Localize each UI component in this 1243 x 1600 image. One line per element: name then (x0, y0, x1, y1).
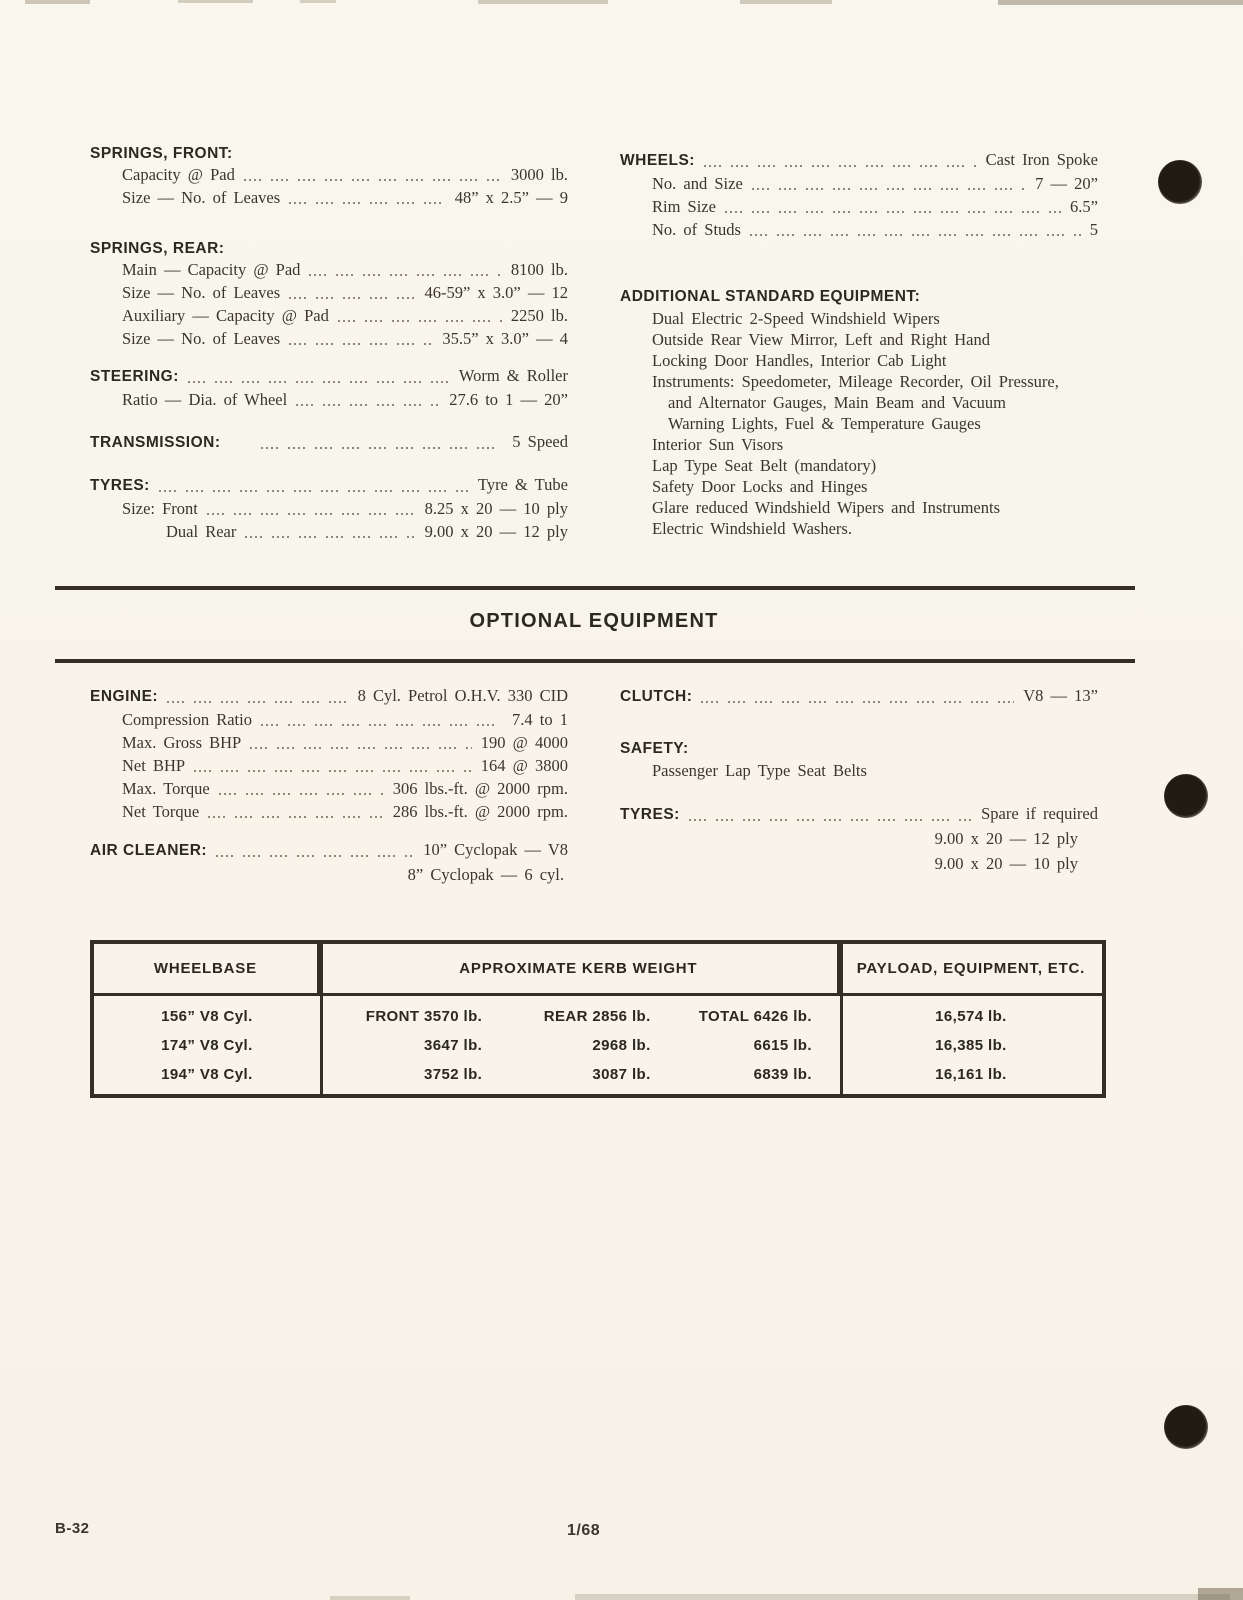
spec-value: 48” x 2.5” — 9 (454, 188, 568, 207)
rear-weight: REAR 2856 lb. (543, 1008, 651, 1025)
spec-value: Worm & Roller (458, 366, 568, 385)
section-heading: TYRES: (620, 806, 680, 823)
spec-label: Ratio — Dia. of Wheel (122, 390, 288, 409)
kerb-weight-cell (320, 1002, 840, 1031)
kerb-weight-table (90, 940, 1106, 1098)
table-header-payload: PAYLOAD, EQUIPMENT, ETC. (856, 960, 1086, 977)
equipment-item: Interior Sun Visors (652, 435, 784, 454)
table-body (94, 996, 1102, 1094)
equipment-item: Dual Electric 2-Speed Windshield Wipers (652, 309, 940, 328)
page-code: B-32 (55, 1520, 90, 1537)
scan-mark (25, 0, 90, 4)
spec-row (90, 708, 568, 731)
section-steering (90, 364, 568, 411)
scan-mark (330, 1596, 410, 1600)
spec-row (90, 731, 568, 754)
section-heading: SAFETY: (620, 740, 689, 757)
section-heading: AIR CLEANER: (90, 842, 208, 859)
section-heading: TRANSMISSION: (90, 434, 221, 451)
spec-row (90, 388, 568, 411)
spec-label: Size — No. of Leaves (122, 329, 281, 348)
spec-value: 190 @ 4000 (480, 733, 568, 752)
spec-heading-row (90, 364, 568, 388)
binder-hole (1164, 774, 1208, 818)
section-tyres-optional (620, 802, 1098, 876)
dotted-leader (261, 724, 503, 726)
spec-heading-row (620, 148, 1098, 172)
rear-weight: 3087 lb. (592, 1066, 651, 1083)
dotted-leader (219, 793, 384, 795)
spec-row (90, 777, 568, 800)
spec-label: Net Torque (122, 802, 200, 821)
spec-value: Spare if required (981, 804, 1098, 823)
kerb-weight-cell (320, 1060, 840, 1089)
dotted-leader (289, 343, 433, 345)
payload-cell: 16,161 lb. (935, 1066, 1007, 1083)
spec-row (90, 186, 568, 209)
spec-value: 8” Cyclopak — 6 cyl. (407, 865, 564, 884)
wheelbase-cell: 156” V8 Cyl. (161, 1008, 253, 1025)
front-weight: 3647 lb. (423, 1037, 483, 1054)
spec-value: 9.00 x 20 — 12 ply (424, 522, 568, 541)
payload-cell: 16,574 lb. (935, 1008, 1007, 1025)
payload-cell: 16,385 lb. (935, 1037, 1007, 1054)
spec-heading-row (90, 473, 568, 497)
spec-value: 27.6 to 1 — 20” (449, 390, 568, 409)
spec-heading-row (90, 430, 568, 454)
spec-label: Dual Rear (166, 522, 237, 541)
spec-value: 9.00 x 20 — 12 ply (934, 829, 1078, 848)
scan-mark (300, 0, 336, 3)
spec-label: Size — No. of Leaves (122, 188, 281, 207)
spec-value: 7 — 20” (1035, 174, 1098, 193)
spec-value: 286 lbs.-ft. @ 2000 rpm. (392, 802, 568, 821)
section-clutch (620, 684, 1098, 708)
equipment-item: Outside Rear View Mirror, Left and Right Hand (652, 330, 990, 349)
spec-label: No. of Studs (652, 220, 741, 239)
spec-label: Size: Front (122, 499, 198, 518)
scan-mark (178, 0, 253, 3)
dotted-leader (250, 747, 472, 749)
binder-hole (1164, 1405, 1208, 1449)
kerb-weight-cell (320, 1031, 840, 1060)
dotted-leader (296, 404, 440, 406)
spec-value: 164 @ 3800 (480, 756, 568, 775)
section-springs-rear (90, 240, 568, 350)
spec-label: Passenger Lap Type Seat Belts (652, 761, 867, 780)
spec-label: Max. Gross BHP (122, 733, 242, 752)
dotted-leader (194, 770, 472, 772)
dotted-leader (167, 701, 348, 703)
table-row (94, 1060, 1102, 1089)
wheelbase-cell: 194” V8 Cyl. (161, 1066, 253, 1083)
spec-label: Capacity @ Pad (122, 165, 235, 184)
dotted-leader (689, 819, 972, 821)
spec-row (90, 258, 568, 281)
spec-row (620, 758, 1098, 784)
spec-label: Compression Ratio (122, 710, 252, 729)
spec-row (90, 497, 568, 520)
section-transmission (90, 430, 568, 454)
spec-row (90, 304, 568, 327)
scan-mark (478, 0, 608, 4)
equipment-item: Lap Type Seat Belt (mandatory) (652, 456, 877, 475)
dotted-leader (188, 381, 450, 383)
section-wheels (620, 148, 1098, 241)
section-air-cleaner (90, 838, 568, 887)
spec-value: 7.4 to 1 (512, 710, 568, 729)
rear-weight: 2968 lb. (592, 1037, 651, 1054)
spec-value: 3000 lb. (510, 165, 568, 184)
equipment-list (620, 308, 1098, 539)
spec-value: 5 Speed (512, 432, 568, 451)
equipment-item: Safety Door Locks and Hinges (652, 477, 868, 496)
spec-row (90, 520, 568, 543)
scan-mark (1198, 1588, 1243, 1600)
section-heading: CLUTCH: (620, 688, 693, 705)
section-heading: ADDITIONAL STANDARD EQUIPMENT: (620, 288, 921, 305)
spec-value: 35.5” x 3.0” — 4 (442, 329, 568, 348)
spec-value: 6.5” (1070, 197, 1098, 216)
table-row (94, 1002, 1102, 1031)
spec-row (620, 172, 1098, 195)
dotted-leader (216, 855, 414, 857)
equipment-item: Electric Windshield Washers. (652, 519, 852, 538)
wheelbase-cell: 174” V8 Cyl. (161, 1037, 253, 1054)
dotted-leader (750, 234, 1081, 236)
dotted-leader (309, 274, 501, 276)
dotted-leader (208, 816, 384, 818)
scan-mark (575, 1594, 1230, 1600)
dotted-leader (289, 297, 415, 299)
dotted-leader (261, 447, 504, 449)
spec-value: 10” Cyclopak — V8 (423, 840, 568, 859)
section-heading: ENGINE: (90, 688, 159, 705)
equipment-item: Locking Door Handles, Interior Cab Light (652, 351, 947, 370)
total-weight: TOTAL 6426 lb. (698, 1008, 812, 1025)
equipment-item: Instruments: Speedometer, Mileage Recorder, Oil Pressure, (652, 372, 1059, 391)
spec-label: Auxiliary — Capacity @ Pad (122, 306, 329, 325)
table-header-kerb-weight: APPROXIMATE KERB WEIGHT (320, 944, 840, 993)
spec-value: Tyre & Tube (477, 475, 568, 494)
section-heading: SPRINGS, FRONT: (90, 145, 233, 162)
spec-heading-row (90, 838, 568, 862)
section-safety (620, 740, 1098, 784)
spec-row (620, 195, 1098, 218)
table-row (94, 1031, 1102, 1060)
spec-value: V8 — 13” (1023, 686, 1098, 705)
spec-label: Main — Capacity @ Pad (122, 260, 301, 279)
scan-mark (998, 0, 1243, 5)
spec-label: No. and Size (652, 174, 743, 193)
table-column-divider (320, 944, 323, 1094)
spec-label: Net BHP (122, 756, 186, 775)
section-tyres-std (90, 473, 568, 543)
spec-value: 8.25 x 20 — 10 ply (424, 499, 568, 518)
dotted-leader (752, 188, 1026, 190)
spec-value: 306 lbs.-ft. @ 2000 rpm. (392, 779, 568, 798)
page-date: 1/68 (567, 1522, 601, 1539)
spec-value: 5 (1089, 220, 1098, 239)
spec-value: 8100 lb. (510, 260, 568, 279)
optional-equipment-title: OPTIONAL EQUIPMENT (469, 610, 719, 632)
spec-row (90, 327, 568, 350)
dotted-leader (159, 490, 469, 492)
spec-value: 2250 lb. (510, 306, 568, 325)
spec-row (90, 281, 568, 304)
table-column-divider (840, 944, 843, 1094)
section-heading: TYRES: (90, 477, 150, 494)
table-header-wheelbase: WHEELBASE (94, 944, 320, 993)
dotted-leader (338, 320, 502, 322)
spec-label: Max. Torque (122, 779, 210, 798)
equipment-item: and Alternator Gauges, Main Beam and Vacuum (668, 393, 1006, 412)
spec-value: 8 Cyl. Petrol O.H.V. 330 CID (357, 686, 568, 705)
spec-label: Rim Size (652, 197, 716, 216)
spec-value: 9.00 x 20 — 10 ply (934, 854, 1078, 873)
spec-value: 46-59” x 3.0” — 12 (424, 283, 568, 302)
table-header-row (94, 944, 1102, 996)
horizontal-rule (55, 586, 1135, 590)
binder-hole (1158, 160, 1202, 204)
total-weight: 6839 lb. (753, 1066, 812, 1083)
spec-heading-row (620, 802, 1098, 826)
section-engine (90, 684, 568, 823)
spec-row (90, 800, 568, 823)
dotted-leader (244, 179, 502, 181)
spec-row (90, 754, 568, 777)
dotted-leader (289, 202, 446, 204)
dotted-leader (704, 165, 977, 167)
spec-heading-row (620, 684, 1098, 708)
dotted-leader (245, 536, 415, 538)
section-additional-equipment (620, 288, 1098, 539)
spec-value: Cast Iron Spoke (985, 150, 1098, 169)
horizontal-rule (55, 659, 1135, 663)
spec-row (90, 163, 568, 186)
front-weight: FRONT 3570 lb. (365, 1008, 483, 1025)
spec-label: Size — No. of Leaves (122, 283, 281, 302)
spec-row (620, 218, 1098, 241)
dotted-leader (701, 701, 1014, 703)
section-heading: WHEELS: (620, 152, 695, 169)
equipment-item: Warning Lights, Fuel & Temperature Gauges (668, 414, 981, 433)
front-weight: 3752 lb. (423, 1066, 483, 1083)
section-heading: SPRINGS, REAR: (90, 240, 225, 257)
total-weight: 6615 lb. (753, 1037, 812, 1054)
dotted-leader (725, 211, 1061, 213)
section-springs-front (90, 145, 568, 209)
dotted-leader (207, 513, 416, 515)
scan-mark (740, 0, 832, 4)
spec-heading-row (90, 684, 568, 708)
section-heading: STEERING: (90, 368, 179, 385)
equipment-item: Glare reduced Windshield Wipers and Instruments (652, 498, 1001, 517)
